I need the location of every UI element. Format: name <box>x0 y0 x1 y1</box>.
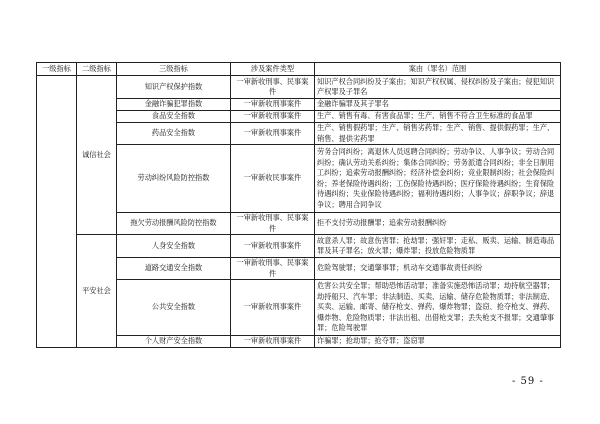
scope-text: 生产、销售有毒、有害食品罪；生产、销售不符合卫生标准的食品罪 <box>315 111 561 123</box>
indicator-name: 金融诈骗犯罪指数 <box>117 99 231 111</box>
indicator-name: 拖欠劳动报酬风险防控指数 <box>117 213 231 235</box>
scope-text: 诈骗罪；抢劫罪；抢夺罪；盗窃罪 <box>315 336 561 348</box>
header-level1: 一级指标 <box>37 63 77 76</box>
scope-text: 故意杀人罪；故意伤害罪；抢劫罪；强奸罪；走私、贩卖、运输、制造毒品罪及其子罪名；放火罪；爆炸罪；投放危险物质罪 <box>315 235 561 258</box>
scope-text: 危险驾驶罪；交通肇事罪；机动车交通事故责任纠纷 <box>315 258 561 280</box>
page-number: - 59 - <box>512 376 544 387</box>
indicator-name: 公共安全指数 <box>117 280 231 336</box>
case-type: 一审新收刑事、民事案件 <box>231 258 315 280</box>
header-level3: 三级指标 <box>117 63 231 76</box>
indicator-name: 道路交通安全指数 <box>117 258 231 280</box>
case-type: 一审新收刑事案件 <box>231 336 315 348</box>
indicator-name: 人身安全指数 <box>117 235 231 258</box>
case-type: 一审新收刑事案件 <box>231 235 315 258</box>
case-type: 一审新收民事案件 <box>231 145 315 213</box>
scope-text: 劳务合同纠纷；离退休人员返聘合同纠纷；劳动争议、人事争议；劳动合同纠纷；确认劳动关系纠纷；集体合同纠纷；劳务派遣合同纠纷；非全日制用工纠纷；追索劳动报酬纠纷；经济补偿金纠纷；竞业限制纠纷；社会保险纠纷；养老保险待遇纠纷；工伤保险待遇纠纷；医疗保险待遇纠纷；生育保险待遇纠纷；失业保险待遇纠纷；福利待遇纠纷；人事争议；辞职争议；辞退争议；聘用合同争议 <box>315 145 561 213</box>
indicator-name: 药品安全指数 <box>117 123 231 145</box>
scope-text: 拒不支付劳动报酬罪；追索劳动报酬纠纷 <box>315 213 561 235</box>
indicator-table <box>36 62 561 348</box>
case-type: 一审新收刑事案件 <box>231 111 315 123</box>
case-type: 一审新收刑事案件 <box>231 99 315 111</box>
group-name: 平安社会 <box>77 235 117 348</box>
group-name: 诚信社会 <box>77 76 117 235</box>
header-level2: 二级指标 <box>77 63 117 76</box>
scope-text: 金融诈骗罪及其子罪名 <box>315 99 561 111</box>
scope-text: 危害公共安全罪；帮助恐怖活动罪；准备实施恐怖活动罪；劫持航空器罪；劫持船只、汽车罪；非法制造、买卖、运输、储存危险物质罪；非法制造、买卖、运输、邮寄、储存枪支、弹药、爆炸物罪；盗窃、抢夺枪支、弹药、爆炸物、危险物质罪；非法出租、出借枪支罪；丢失枪支不报罪；交通肇事罪；危险驾驶罪 <box>315 280 561 336</box>
indicator-name: 劳动纠纷风险防控指数 <box>117 145 231 213</box>
indicator-name: 食品安全指数 <box>117 111 231 123</box>
scope-text: 知识产权合同纠纷及子案由；知识产权权属、侵权纠纷及子案由；侵犯知识产权罪及子罪名 <box>315 76 561 99</box>
table-row <box>37 235 561 258</box>
scope-text: 生产、销售假药罪；生产、销售劣药罪；生产、销售、提供假药罪；生产、销售、提供劣药罪 <box>315 123 561 145</box>
case-type: 一审新收刑事案件 <box>231 280 315 336</box>
indicator-name: 个人财产安全指数 <box>117 336 231 348</box>
header-scope: 案由（罪名）范围 <box>315 63 561 76</box>
level1-cell <box>37 76 77 348</box>
case-type: 一审新收刑事、民事案件 <box>231 76 315 99</box>
case-type: 一审新收刑事、民事案件 <box>231 213 315 235</box>
indicator-table-wrap <box>36 62 560 348</box>
table-row <box>37 76 561 99</box>
header-row <box>37 63 561 76</box>
header-case-type: 涉及案件类型 <box>231 63 315 76</box>
case-type: 一审新收刑事案件 <box>231 123 315 145</box>
indicator-name: 知识产权保护指数 <box>117 76 231 99</box>
